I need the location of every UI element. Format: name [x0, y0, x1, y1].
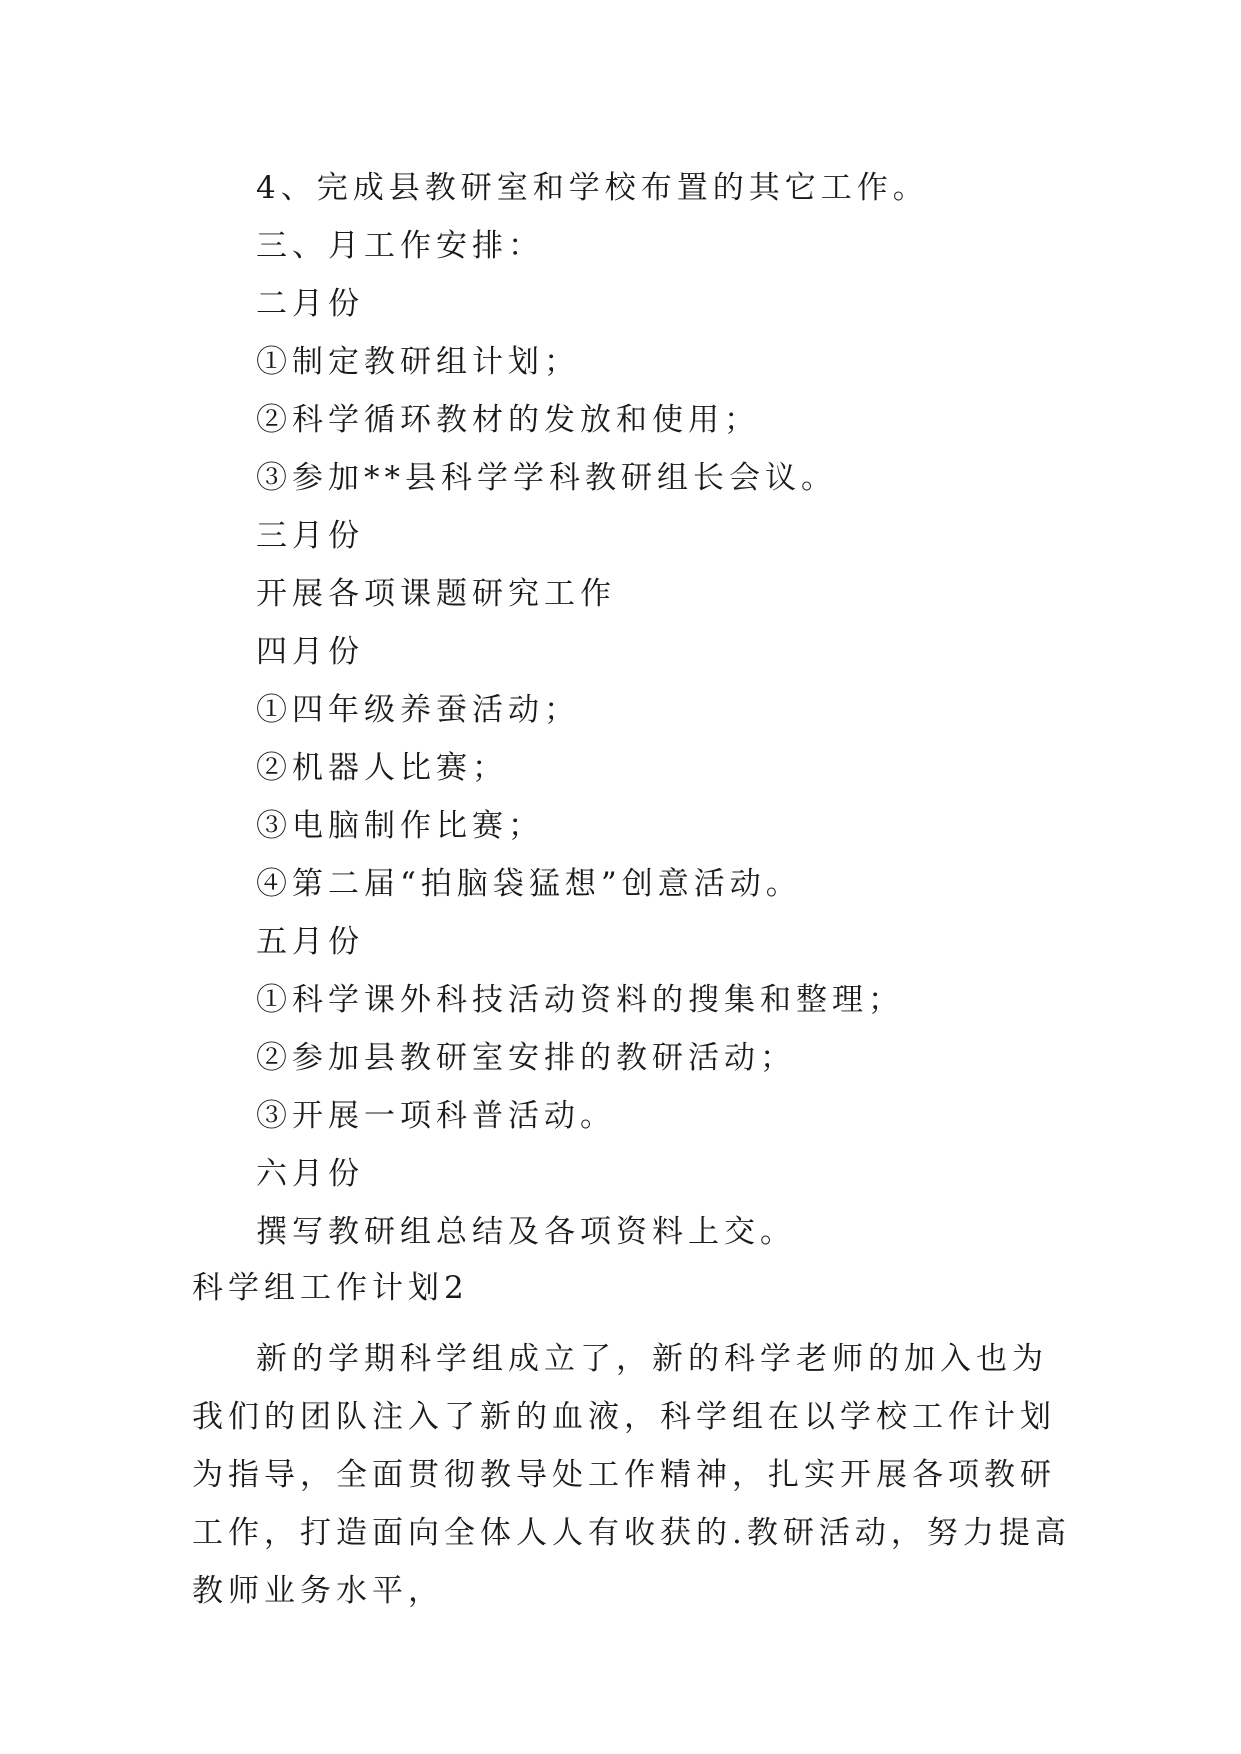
- section-title: 三、月工作安排：: [256, 228, 544, 264]
- text-line: 开展各项课题研究工作: [256, 576, 616, 612]
- list-item: ④第二届“拍脑袋猛想”创意活动。: [256, 866, 802, 902]
- list-item: ③电脑制作比赛；: [256, 808, 544, 844]
- text-line: 4、完成县教研室和学校布置的其它工作。: [256, 170, 929, 206]
- list-item: ③开展一项科普活动。: [256, 1098, 616, 1134]
- month-heading: 五月份: [256, 924, 364, 960]
- section-heading: 科学组工作计划2: [192, 1270, 469, 1306]
- list-item: ②科学循环教材的发放和使用；: [256, 402, 760, 438]
- body-paragraph: 新的学期科学组成立了，新的科学老师的加入也为我们的团队注入了新的血液，科学组在以学校工作计划为指导，全面贯彻教导处工作精神，扎实开展各项教研工作，打造面向全体人人有收获的.教研活动，努力提高教师业务水平，: [192, 1341, 1071, 1609]
- month-heading: 三月份: [256, 518, 364, 554]
- list-item: ③参加**县科学学科教研组长会议。: [256, 460, 837, 496]
- list-item: ②机器人比赛；: [256, 750, 508, 786]
- list-item: ①制定教研组计划；: [256, 344, 580, 380]
- month-heading: 四月份: [256, 634, 364, 670]
- month-heading: 六月份: [256, 1156, 364, 1192]
- list-item: ①科学课外科技活动资料的搜集和整理；: [256, 982, 904, 1018]
- text-line: 撰写教研组总结及各项资料上交。: [256, 1214, 796, 1250]
- list-item: ②参加县教研室安排的教研活动；: [256, 1040, 796, 1076]
- month-heading: 二月份: [256, 286, 364, 322]
- list-item: ①四年级养蚕活动；: [256, 692, 580, 728]
